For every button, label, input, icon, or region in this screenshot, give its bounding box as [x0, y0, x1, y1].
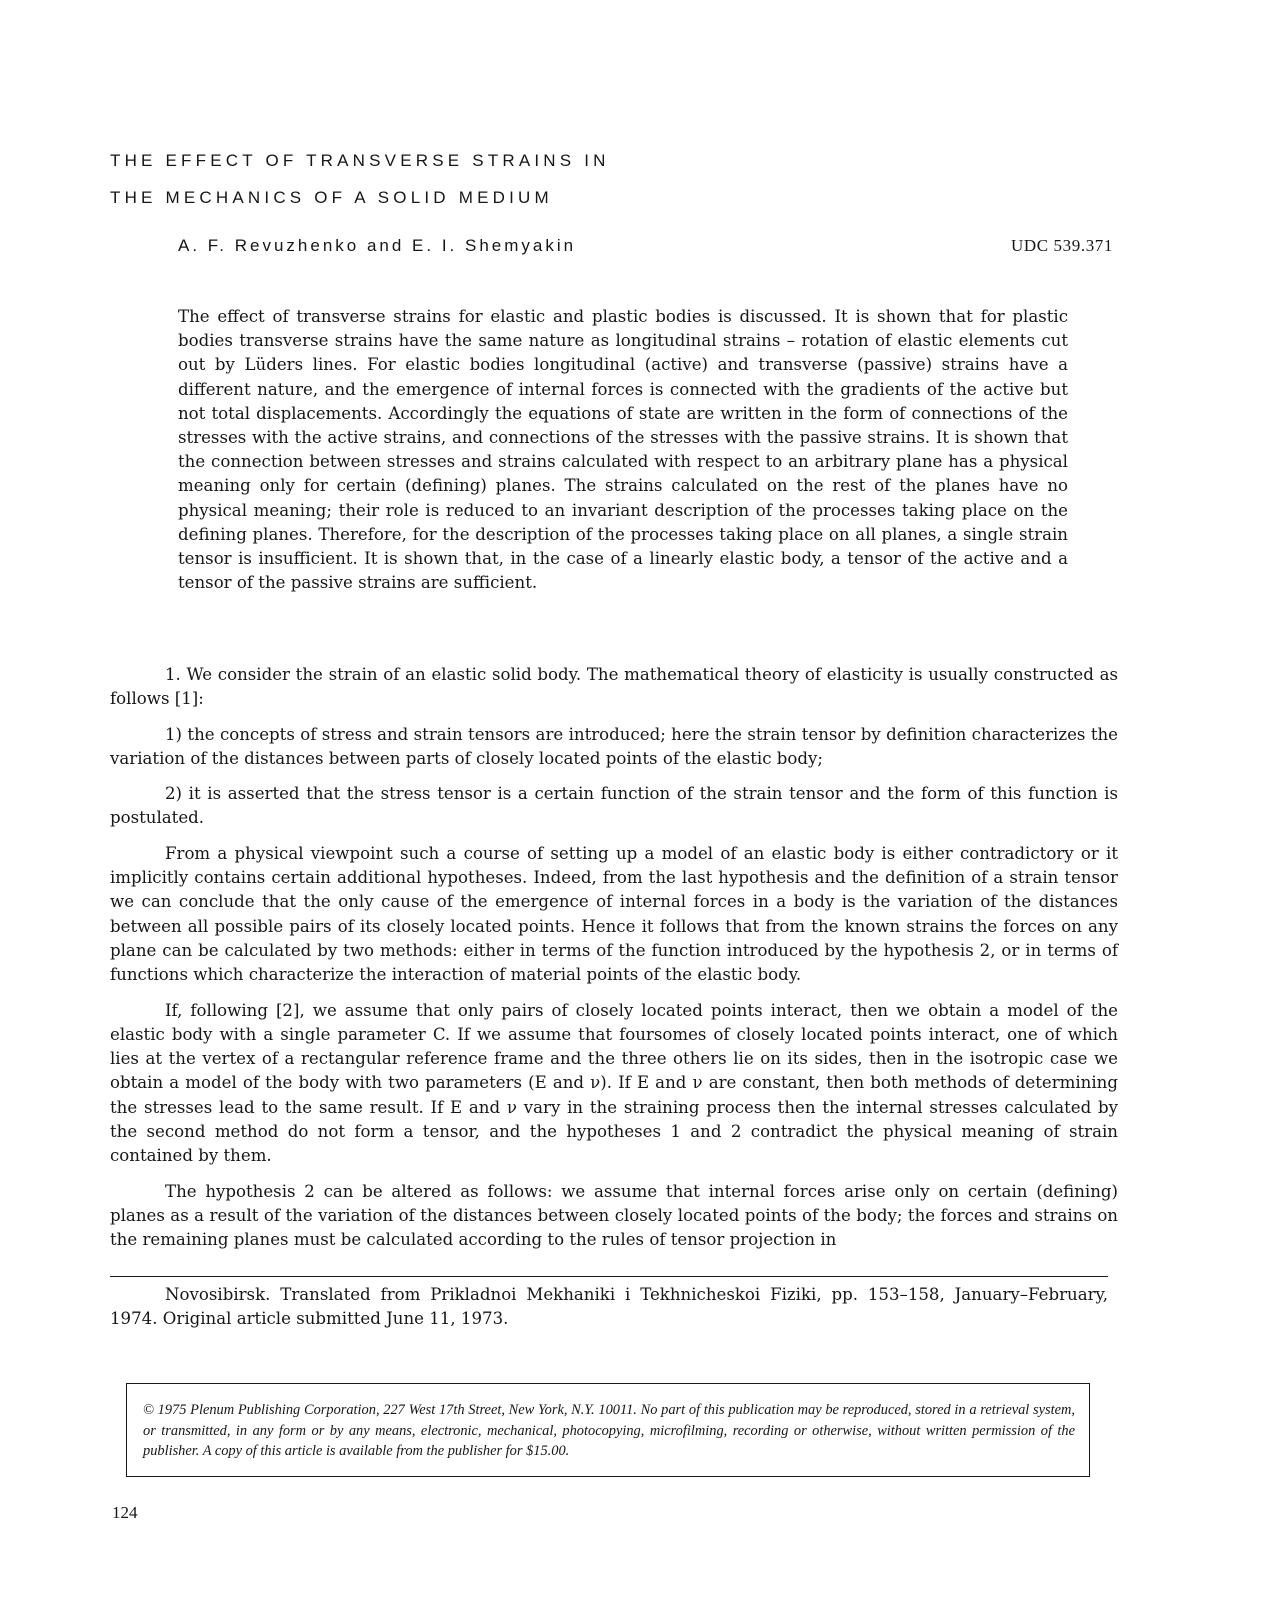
udc-code: UDC 539.371 [1011, 236, 1113, 255]
title-line-1: THE EFFECT OF TRANSVERSE STRAINS IN [110, 151, 610, 170]
copyright-box [126, 1383, 1090, 1477]
paragraph-item-1: 1) the concepts of stress and strain tensors are introduced; here the strain tensor by definition characterizes the variation of the distances between parts of closely located points of the elastic body; [110, 724, 1118, 768]
paragraph-hypothesis-2: The hypothesis 2 can be altered as follows: we assume that internal forces arise only on certain (defining) planes as a result of the variation of the distances between closely located points of the body; the forces and strains on the remaining planes must be calculated according to the rules of tensor projection in [110, 1181, 1118, 1250]
copyright-notice: © 1975 Plenum Publishing Corporation, 227 West 17th Street, New York, N.Y. 10011. No part of this publication may be reproduced, stored in a retrieval system, or transmitted, in any form or by any means, electronic, mechanical, photocopying, microfilming, recording or otherwise, without written permission of the publisher. A copy of this article is available from the publisher for $15.00. [143, 1402, 1075, 1459]
footnote: Novosibirsk. Translated from Prikladnoi Mekhaniki i Tekhnicheskoi Fiziki, pp. 153–158, January–February, 1974. Original article submitted June 11, 1973. [110, 1285, 1108, 1328]
page-number: 124 [112, 1503, 138, 1522]
authors: A. F. Revuzhenko and E. I. Shemyakin [178, 236, 577, 255]
title-line-2: THE MECHANICS OF A SOLID MEDIUM [110, 188, 553, 207]
paragraph-item-2: 2) it is asserted that the stress tensor is a certain function of the strain tensor and the form of this function is postulated. [110, 784, 1118, 828]
footnote-divider [110, 1276, 1108, 1277]
paragraph-intro: 1. We consider the strain of an elastic solid body. The mathematical theory of elasticity is usually constructed as follows [1]: [110, 665, 1118, 709]
abstract: The effect of transverse strains for elastic and plastic bodies is discussed. It is shown that for plastic bodies transverse strains have the same nature as longitudinal strains – rotation of elastic elements cut out by Lüders lines. For elastic bodies longitudinal (active) and transverse (passive) strains have a different nature, and the emergence of internal forces is connected with the gradients of the active but not total displacements. Accordingly the equations of state are written in the form of connections of the stresses with the active strains, and connections of the stresses with the passive strains. It is shown that the connection between stresses and strains calculated with respect to an arbitrary plane has a physical meaning only for certain (defining) planes. The strains calculated on the rest of the planes have no physical meaning; their role is reduced to an invariant description of the processes taking place on the defining planes. Therefore, for the description of the processes taking place on all planes, a single strain tensor is insufficient. It is shown that, in the case of a linearly elastic body, a tensor of the active and a tensor of the passive strains are sufficient. [178, 307, 1068, 593]
paragraph-physical-viewpoint: From a physical viewpoint such a course of setting up a model of an elastic body is either contradictory or it implicitly contains certain additional hypotheses. Indeed, from the last hypothesis and the definition of a strain tensor we can conclude that the only cause of the emergence of internal forces in a body is the variation of the distances between all possible pairs of its closely located points. Hence it follows that from the known strains the forces on any plane can be calculated by two methods: either in terms of the function introduced by the hypothesis 2, or in terms of functions which characterize the interaction of material points of the elastic body. [110, 843, 1118, 985]
body-text [110, 663, 1118, 1264]
paragraph-model-parameters: If, following [2], we assume that only pairs of closely located points interact, then we obtain a model of the elastic body with a single parameter C. If we assume that foursomes of closely located points interact, one of which lies at the vertex of a rectangular reference frame and the three others lie on its sides, then in the isotropic case we obtain a model of the body with two parameters (E and ν). If E and ν are constant, then both methods of determining the stresses lead to the same result. If E and ν vary in the straining process then the internal stresses calculated by the second method do not form a tensor, and the hypotheses 1 and 2 contradict the physical meaning of strain contained by them. [110, 1000, 1118, 1166]
